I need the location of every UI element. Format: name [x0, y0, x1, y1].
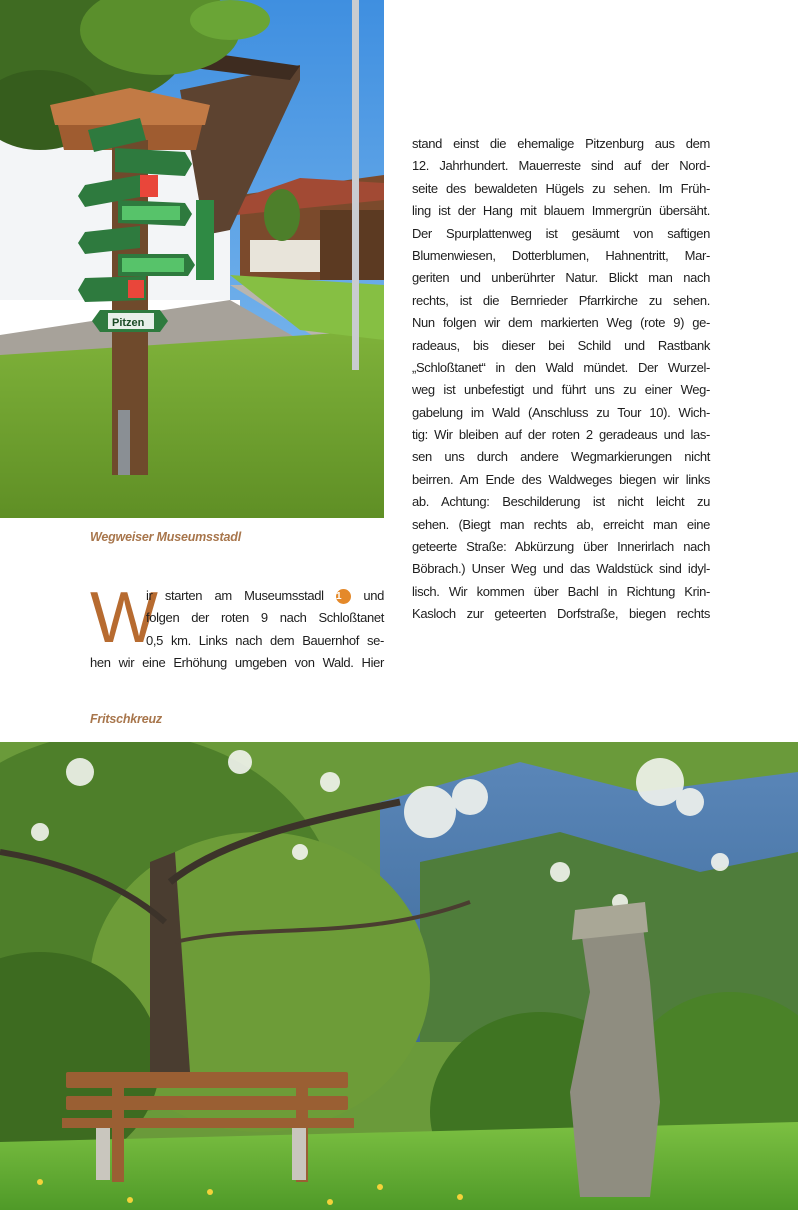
text-line: Kasloch zur geteerten Dorfstraße, biegen rechts — [412, 606, 710, 622]
text-line: weg ist unbefestigt und führt uns zu einer Weg- — [412, 382, 710, 398]
text-line: 0,5 km. Links nach dem Bauernhof se- — [146, 632, 384, 648]
pitzen-sign-label: Pitzen — [112, 317, 145, 329]
text-line: „Schloßtanet“ in den Wald mündet. Der Wurzel- — [412, 359, 710, 375]
text-line: sehen. (Biegt man rechts ab, erreicht man eine — [412, 516, 710, 532]
text-line: tig: Wir bleiben auf der roten 2 geradeaus und las- — [412, 427, 710, 443]
drop-cap: W — [90, 578, 158, 658]
text-line: hen wir eine Erhöhung umgeben von Wald. Hier — [90, 655, 384, 671]
text-line: folgen der roten 9 nach Schloßtanet — [146, 610, 384, 626]
caption-top-photo: Wegweiser Museumsstadl — [90, 530, 241, 544]
text-line: ling ist der Hang mit blauem Immergrün übersäht. — [412, 203, 710, 219]
text-line: gabelung im Wald (Anschluss zu Tour 10). Wich- — [412, 404, 710, 420]
text-line: radeaus, bis dieser bei Schild und Rastbank — [412, 337, 710, 353]
text-line: rechts, ist die Bernrieder Pfarrkirche zu sehen. — [412, 292, 710, 308]
text-line: Der Spurplattenweg ist gesäumt von saftigen — [412, 225, 710, 241]
text-line: geteerte Straße: Abkürzung über Innerirlach nach — [412, 539, 710, 555]
text-line: beirren. Am Ende des Waldweges biegen wir links — [412, 471, 710, 487]
signpost-photo — [0, 0, 384, 518]
caption-bottom-photo: Fritschkreuz — [90, 712, 162, 726]
bench-landscape-photo — [0, 742, 798, 1210]
article-column-right — [412, 133, 710, 626]
text-line: ab. Achtung: Beschilderung ist nicht leicht zu — [412, 494, 710, 510]
text-line: lisch. Wir kommen über Bachl in Richtung Krin- — [412, 583, 710, 599]
text-line: sen uns durch andere Wegmarkierungen nicht — [412, 449, 710, 465]
text-line: stand einst die ehemalige Pitzenburg aus dem — [412, 136, 710, 151]
signpost-photo-image — [0, 0, 384, 518]
text-line: Nun folgen wir dem markierten Weg (rote 9) ge- — [412, 315, 710, 331]
article-column-left — [90, 585, 384, 675]
text-line: Blumenwiesen, Dotterblumen, Hahnentritt, Mar- — [412, 247, 710, 263]
text-line: ir starten am Museumsstadl 1 und — [146, 588, 385, 603]
text-line: Böbrach.) Unser Weg und das Waldstück sind idyl- — [412, 561, 710, 577]
text-line: geriten und unberührter Natur. Blickt man nach — [412, 270, 710, 286]
text-line: seite des bewaldeten Hügels zu sehen. Im Früh- — [412, 180, 710, 196]
route-start-marker: 1 — [336, 589, 351, 604]
bench-landscape-photo-image — [0, 742, 798, 1210]
text-line: 12. Jahrhundert. Mauerreste sind auf der Nord- — [412, 158, 710, 174]
